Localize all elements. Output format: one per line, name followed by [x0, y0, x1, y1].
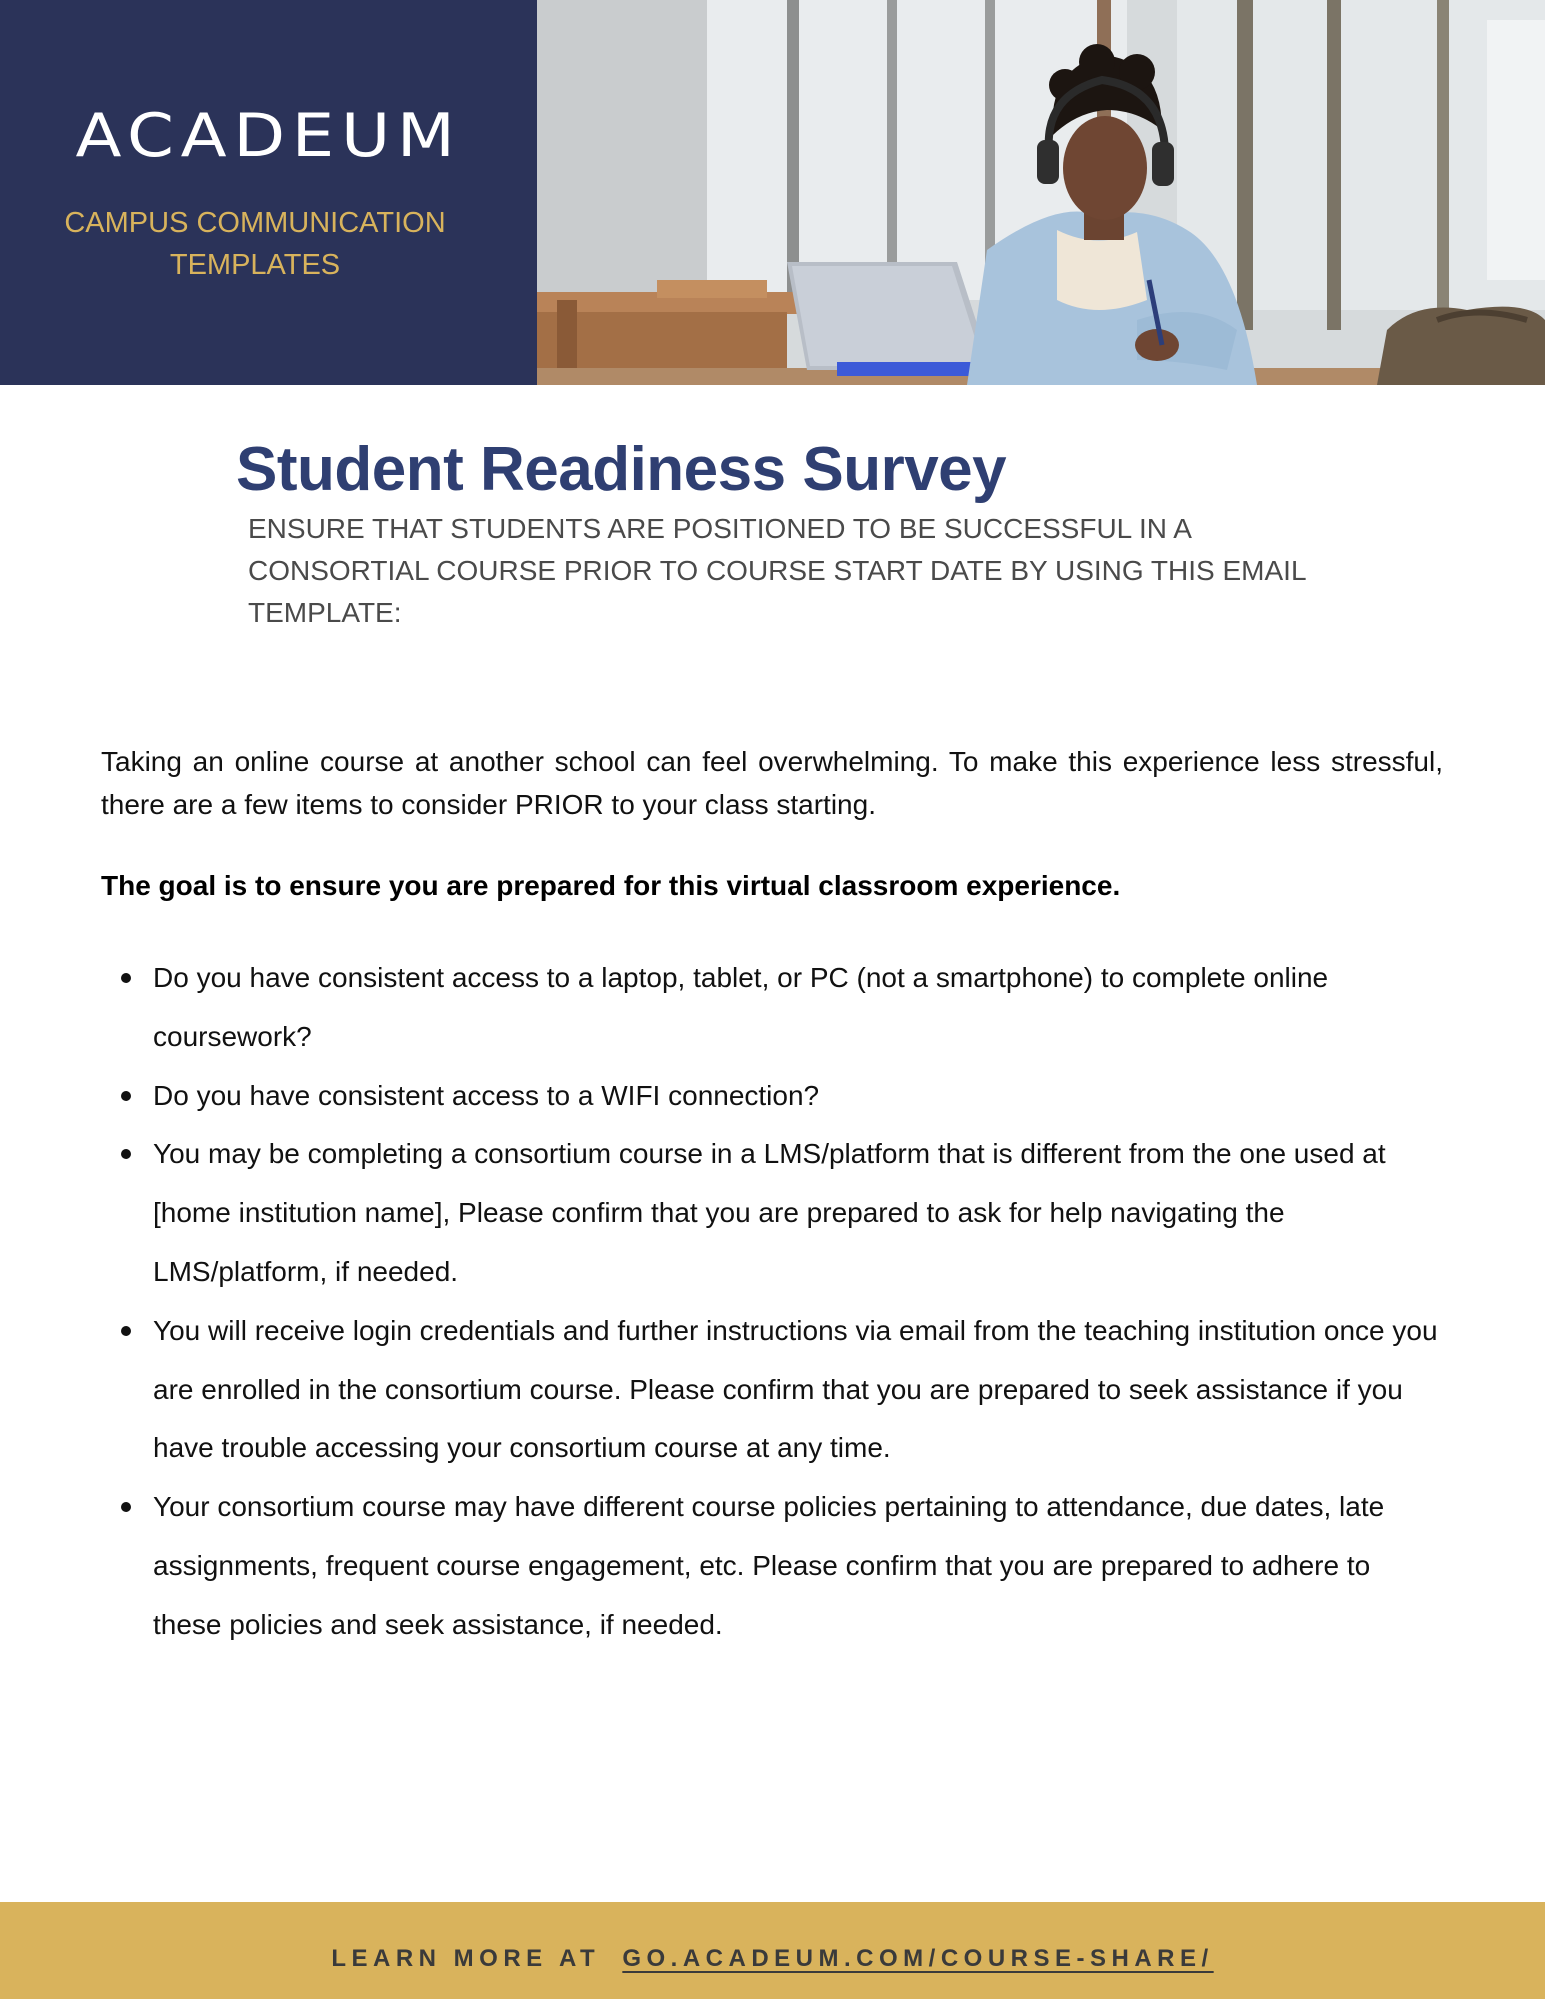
intro-paragraph: Taking an online course at another school can feel overwhelming. To make this experience less stressful, there are a few items to consider PRIOR to your class starting. — [101, 746, 1443, 820]
page-title: Student Readiness Survey — [236, 435, 1007, 504]
course-share-link[interactable]: GO.ACADEUM.COM/COURSE-SHARE/ — [622, 1945, 1214, 1972]
student-studying-illustration — [537, 0, 1545, 385]
footer-banner — [0, 1902, 1545, 1999]
header-photo — [537, 0, 1545, 385]
list-item — [101, 949, 1443, 1067]
list-item — [101, 1478, 1443, 1654]
list-item-text: Your consortium course may have different course policies pertaining to attendance, due dates, late assignments, frequent course engagement, etc. Please confirm that you are prepared to adhere to these policies and seek assistance, if needed. — [153, 1491, 1385, 1640]
goal-statement: The goal is to ensure you are prepared for this virtual classroom experience. — [101, 870, 1121, 901]
footer-lead: LEARN MORE AT — [331, 1945, 601, 1972]
list-item-text: Do you have consistent access to a WIFI connection? — [153, 1079, 820, 1111]
bullet-icon — [121, 973, 131, 983]
list-item-text: Do you have consistent access to a laptop, tablet, or PC (not a smartphone) to complete online coursework? — [153, 962, 1329, 1052]
readiness-checklist — [101, 949, 1443, 1655]
bullet-icon — [121, 1326, 131, 1336]
list-item-text: You may be completing a consortium course in a LMS/platform that is different from the one used at [home institution name], Please confirm that you are prepared to ask for help navigating the LMS/platform, if needed. — [153, 1138, 1386, 1287]
list-item-text: You will receive login credentials and further instructions via email from the teaching institution once you are enrolled in the consortium course. Please confirm that you are prepared to seek assistance if you have trouble accessing your consortium course at any time. — [153, 1314, 1438, 1464]
page-subtitle: ENSURE THAT STUDENTS ARE POSITIONED TO BE SUCCESSFUL IN A CONSORTIAL COURSE PRIOR TO COURSE START DATE BY USING THIS EMAIL TEMPLATE: — [248, 513, 1306, 628]
brand-tagline: CAMPUS COMMUNICATION TEMPLATES — [64, 207, 446, 281]
bullet-icon — [121, 1091, 131, 1101]
bullet-icon — [121, 1502, 131, 1512]
header-banner — [0, 0, 1545, 385]
footer-cta — [0, 1902, 1545, 1999]
brand-panel — [0, 0, 537, 385]
bullet-icon — [121, 1149, 131, 1159]
list-item — [101, 1302, 1443, 1478]
academeum-logo[interactable]: ACADEUM — [75, 101, 462, 171]
list-item — [101, 1067, 1443, 1126]
list-item — [101, 1125, 1443, 1301]
